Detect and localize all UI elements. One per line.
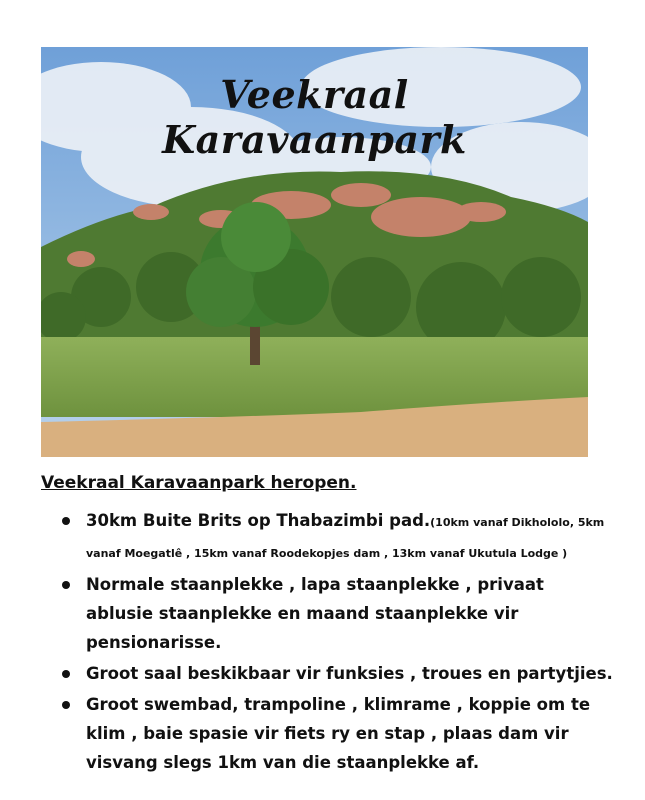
hero-title-line1: Veekraal — [220, 72, 409, 117]
bullet-icon — [62, 670, 70, 678]
list-item-detail: (10km vanaf Dikhololo, 5km vanaf Moegatlê , 15km vanaf Roodekopjes dam , 13km vanaf Ukutula Lodge ) — [86, 516, 605, 560]
list-item-text: Groot swembad, trampoline , klimrame , koppie om te klim , baie spasie vir fiets ry en stap , plaas dam vir visvang slegs 1km van die staanplekke af. — [86, 695, 591, 772]
feature-list — [56, 506, 616, 779]
bullet-icon — [62, 517, 70, 525]
page-heading: Veekraal Karavaanpark heropen. — [41, 473, 357, 493]
bullet-icon — [62, 701, 70, 709]
list-item-text: Groot saal beskikbaar vir funksies , troues en partytjies. — [86, 664, 613, 683]
hero-photo — [41, 47, 588, 457]
bullet-icon — [62, 581, 70, 589]
list-item — [56, 570, 616, 657]
hero-title-line2: Karavaanpark — [162, 117, 467, 162]
list-item — [56, 506, 616, 568]
list-item-text: Normale staanplekke , lapa staanplekke , privaat ablusie staanplekke en maand staanplekke vir pensionarisse. — [86, 575, 544, 652]
list-item — [56, 659, 616, 688]
list-item — [56, 690, 616, 777]
list-item-main: 30km Buite Brits op Thabazimbi pad. — [86, 511, 431, 530]
